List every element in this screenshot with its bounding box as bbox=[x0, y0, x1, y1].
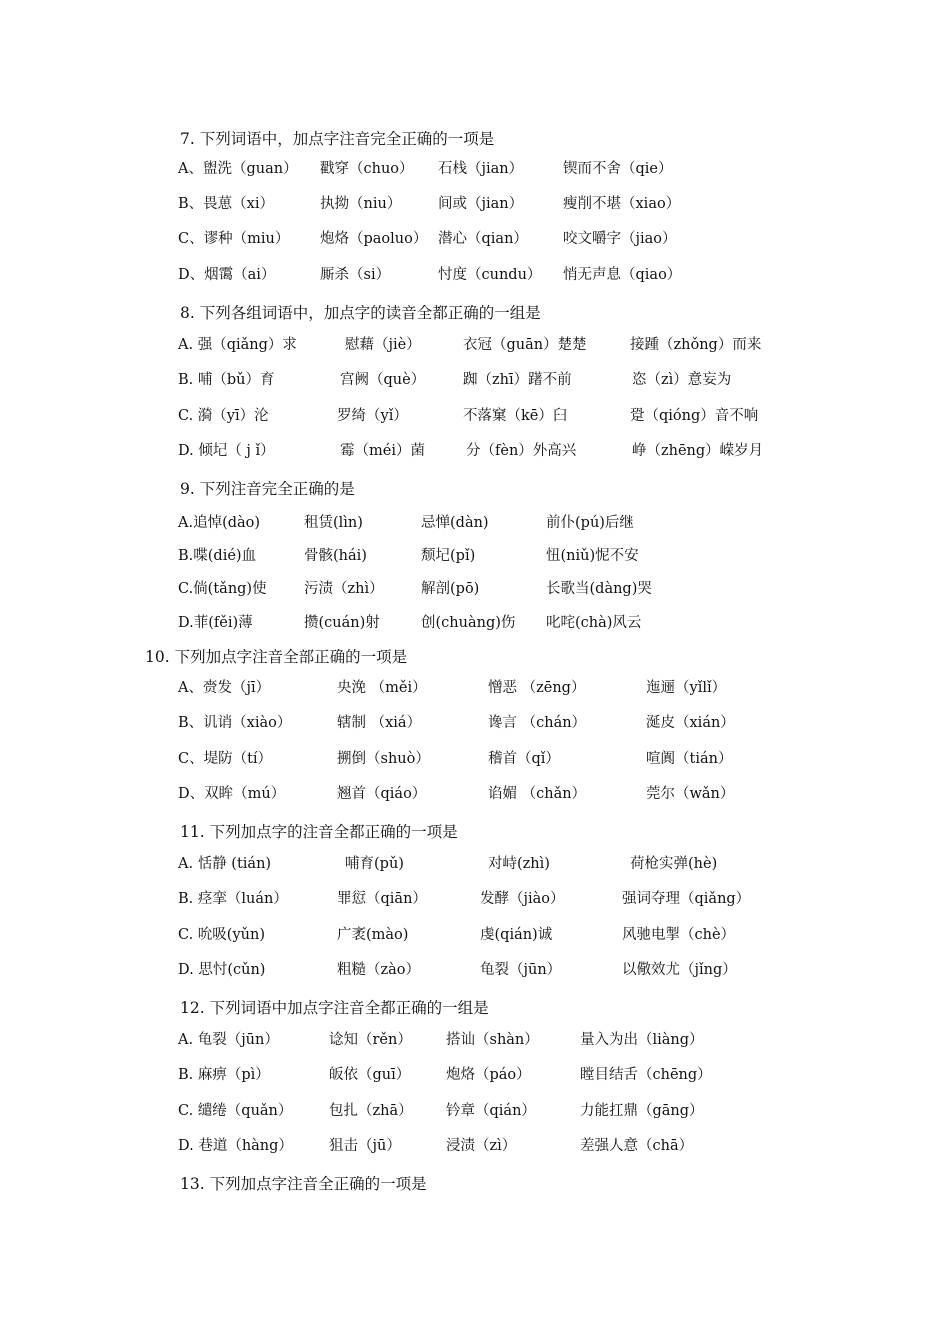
option-word: 攒(cuán)射 bbox=[304, 615, 380, 631]
question-11-option-a bbox=[0, 852, 950, 876]
option-word: 搭讪（shàn） bbox=[446, 1032, 539, 1048]
question-10-option-c bbox=[0, 747, 950, 771]
option-word: 炮烙（páo） bbox=[446, 1067, 531, 1083]
option-word: 包扎（zhā） bbox=[329, 1103, 413, 1119]
option-word: 力能扛鼎（gāng） bbox=[580, 1103, 704, 1119]
option-word: 咬文嚼字（jiao） bbox=[563, 231, 677, 247]
option-word: 踟（zhī）躇不前 bbox=[463, 372, 572, 388]
option-word: 分（fèn）外高兴 bbox=[466, 443, 577, 459]
option-word: 钤章（qián） bbox=[446, 1103, 536, 1119]
option-word: 瘦削不堪（xiao） bbox=[563, 196, 681, 212]
question-7-stem: 7. 下列词语中，加点字注音完全正确的一项是 bbox=[180, 130, 495, 148]
option-word: 长歌当(dàng)哭 bbox=[546, 581, 652, 597]
question-11-stem: 11. 下列加点字的注音全都正确的一项是 bbox=[180, 823, 458, 841]
option-word: 辖制 （xiá） bbox=[337, 715, 422, 731]
option-word: A.追悼(dào) bbox=[178, 515, 261, 531]
question-7-option-d bbox=[0, 263, 950, 287]
option-word: 憎恶 （zēng） bbox=[488, 680, 586, 696]
question-9-option-d bbox=[0, 611, 950, 635]
option-word: 以儆效尤（jǐng） bbox=[622, 962, 737, 978]
option-word: 霉（méi）菌 bbox=[340, 443, 425, 459]
option-word: D.菲(fěi)薄 bbox=[178, 615, 253, 631]
option-word: 涎皮（xián） bbox=[646, 715, 735, 731]
option-word: D、烟霭（ai） bbox=[178, 267, 276, 283]
question-10-option-d bbox=[0, 782, 950, 806]
option-word: 间或（jian） bbox=[438, 196, 524, 212]
option-word: 宫阙（què） bbox=[340, 372, 426, 388]
question-8-option-a bbox=[0, 333, 950, 357]
question-13-stem: 13. 下列加点字注音全正确的一项是 bbox=[180, 1175, 427, 1193]
option-word: 搠倒（shuò） bbox=[337, 751, 430, 767]
option-word: D. 倾圮（ j ǐ） bbox=[178, 443, 275, 459]
question-9-option-c bbox=[0, 577, 950, 601]
option-word: 迤逦（yǐlǐ） bbox=[646, 680, 727, 696]
option-word: B. 麻痹（pì） bbox=[178, 1067, 270, 1083]
option-word: 龟裂（jūn） bbox=[480, 962, 562, 978]
option-word: 对峙(zhì) bbox=[488, 856, 550, 872]
option-word: 跫（qióng）音不响 bbox=[630, 408, 759, 424]
question-8-option-b bbox=[0, 368, 950, 392]
question-8-option-c bbox=[0, 404, 950, 428]
option-word: B、讥诮（xiào） bbox=[178, 715, 292, 731]
option-word: 叱咤(chà)风云 bbox=[546, 615, 642, 631]
option-word: 喧阗（tián） bbox=[646, 751, 733, 767]
question-8-stem: 8. 下列各组词语中，加点字的读音全都正确的一组是 bbox=[180, 304, 541, 322]
option-word: 锲而不舍（qie） bbox=[563, 161, 673, 177]
option-word: 强词夺理（qiǎng） bbox=[622, 891, 751, 907]
question-12-option-d bbox=[0, 1134, 950, 1158]
option-word: 量入为出（liàng） bbox=[580, 1032, 704, 1048]
question-12-option-a bbox=[0, 1028, 950, 1052]
question-11-option-d bbox=[0, 958, 950, 982]
option-word: 忸(niǔ)怩不安 bbox=[546, 548, 639, 564]
option-word: C. 吮吸(yǔn) bbox=[178, 927, 265, 943]
question-10-stem: 10. 下列加点字注音全部正确的一项是 bbox=[145, 648, 408, 666]
question-9-option-b bbox=[0, 544, 950, 568]
option-word: D. 思忖(cǔn) bbox=[178, 962, 266, 978]
option-word: C.倘(tǎng)使 bbox=[178, 581, 267, 597]
option-word: 莞尔（wǎn） bbox=[646, 786, 735, 802]
option-word: A、赍发（jī） bbox=[178, 680, 271, 696]
option-word: 忖度（cundu） bbox=[438, 267, 542, 283]
question-11-option-c bbox=[0, 923, 950, 947]
option-word: 央浼 （měi） bbox=[337, 680, 427, 696]
option-word: 风驰电掣（chè） bbox=[622, 927, 736, 943]
option-word: B. 痉挛（luán） bbox=[178, 891, 288, 907]
option-word: C、谬种（miu） bbox=[178, 231, 290, 247]
option-word: 皈依（guī） bbox=[329, 1067, 411, 1083]
question-9-option-a bbox=[0, 511, 950, 535]
question-7-option-a bbox=[0, 157, 950, 181]
option-word: 谄媚 （chǎn） bbox=[488, 786, 587, 802]
option-word: C、堤防（tí） bbox=[178, 751, 273, 767]
option-word: A. 强（qiǎng）求 bbox=[178, 337, 297, 353]
option-word: 污渍（zhì） bbox=[304, 581, 384, 597]
question-12-option-b bbox=[0, 1063, 950, 1087]
option-word: 忌惮(dàn) bbox=[421, 515, 489, 531]
option-word: 谂知（rěn） bbox=[329, 1032, 412, 1048]
option-word: D、双眸（mú） bbox=[178, 786, 286, 802]
option-word: B、畏葸（xi） bbox=[178, 196, 274, 212]
option-word: 厮杀（si） bbox=[320, 267, 391, 283]
option-word: 慰藉（jiè） bbox=[345, 337, 421, 353]
option-word: 粗糙（zào） bbox=[337, 962, 421, 978]
option-word: 广袤(mào) bbox=[337, 927, 409, 943]
option-word: B. 哺（bǔ）育 bbox=[178, 372, 275, 388]
option-word: 创(chuàng)伤 bbox=[421, 615, 516, 631]
option-word: B.喋(dié)血 bbox=[178, 548, 257, 564]
option-word: 悄无声息（qiao） bbox=[563, 267, 682, 283]
option-word: 罪愆（qiān） bbox=[337, 891, 427, 907]
question-8-option-d bbox=[0, 439, 950, 463]
option-word: 前仆(pú)后继 bbox=[546, 515, 634, 531]
option-word: 瞠目结舌（chēng） bbox=[580, 1067, 712, 1083]
question-10-option-b bbox=[0, 711, 950, 735]
option-word: A. 龟裂（jūn） bbox=[178, 1032, 279, 1048]
question-7-option-c bbox=[0, 227, 950, 251]
option-word: 荷枪实弹(hè) bbox=[630, 856, 718, 872]
option-word: C. 漪（yī）沦 bbox=[178, 408, 269, 424]
question-12-option-c bbox=[0, 1099, 950, 1123]
option-word: 稽首（qǐ） bbox=[488, 751, 560, 767]
option-word: D. 巷道（hàng） bbox=[178, 1138, 293, 1154]
option-word: 执拗（niu） bbox=[320, 196, 402, 212]
option-word: 接踵（zhǒng）而来 bbox=[630, 337, 762, 353]
option-word: 石栈（jian） bbox=[438, 161, 524, 177]
option-word: 租赁(lìn) bbox=[304, 515, 363, 531]
option-word: 颓圮(pǐ) bbox=[421, 548, 476, 564]
option-word: C. 缱绻（quǎn） bbox=[178, 1103, 293, 1119]
option-word: A. 恬静 (tián) bbox=[178, 856, 272, 872]
option-word: 骨骸(hái) bbox=[304, 548, 367, 564]
question-7-option-b bbox=[0, 192, 950, 216]
option-word: 不落窠（kē）臼 bbox=[463, 408, 568, 424]
option-word: 解剖(pō) bbox=[421, 581, 480, 597]
question-11-option-b bbox=[0, 887, 950, 911]
question-12-stem: 12. 下列词语中加点字注音全都正确的一组是 bbox=[180, 999, 489, 1017]
option-word: 炮烙（paoluo） bbox=[320, 231, 428, 247]
option-word: 峥（zhēng）嵘岁月 bbox=[632, 443, 764, 459]
option-word: 差强人意（chā） bbox=[580, 1138, 694, 1154]
option-word: 恣（zì）意妄为 bbox=[632, 372, 732, 388]
option-word: 戳穿（chuo） bbox=[320, 161, 414, 177]
question-9-stem: 9. 下列注音完全正确的是 bbox=[180, 480, 355, 498]
option-word: 潜心（qian） bbox=[438, 231, 528, 247]
option-word: 谗言 （chán） bbox=[488, 715, 587, 731]
option-word: 虔(qián)诚 bbox=[480, 927, 553, 943]
question-10-option-a bbox=[0, 676, 950, 700]
option-word: 浸渍（zì） bbox=[446, 1138, 517, 1154]
option-word: 罗绮（yǐ） bbox=[337, 408, 408, 424]
option-word: 衣冠（guān）楚楚 bbox=[463, 337, 587, 353]
option-word: 哺育(pǔ) bbox=[345, 856, 404, 872]
option-word: 发酵（jiào） bbox=[480, 891, 565, 907]
option-word: 翘首（qiáo） bbox=[337, 786, 427, 802]
option-word: 狙击（jū） bbox=[329, 1138, 401, 1154]
option-word: A、盥洗（guan） bbox=[178, 161, 298, 177]
